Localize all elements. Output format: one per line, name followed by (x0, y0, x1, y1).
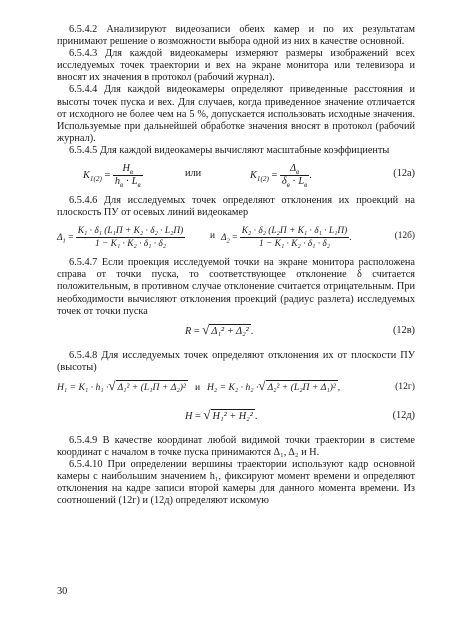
formula-12a-or: или (185, 168, 202, 180)
formula-12a (57, 160, 415, 190)
formula-12a-num2: Δ (289, 163, 296, 175)
formula-12a-den2a: δ (281, 176, 287, 188)
formula-12v-lhs: R (185, 325, 192, 337)
formula-12a-num1-sub: в (129, 168, 134, 177)
paragraph-6-5-4-7: 6.5.4.7 Если проекция исследуемой точки на экране монитора расположена справа от точки пуска, то соответствующее отклонение δ считается положительным, в противном случае отклонение считается отрицательным. При необходимости вычисляют отклонения проекций (радиус разлета) исследуемых точек от точки пуска (57, 257, 415, 317)
paragraph-6-5-4-5: 6.5.4.5 Для каждой видеокамеры вычисляют масштабные коэффициенты (69, 144, 390, 156)
formula-12b-lhs1-sub: 1 (62, 237, 66, 245)
formula-12a-den2b-sub: в (304, 181, 308, 190)
paragraph-6-5-4-8: 6.5.4.8 Для исследуемых точек определяют отклонения их от плоскости ПУ (высоты) (57, 349, 415, 373)
formula-12g-and: и (195, 381, 201, 393)
paragraph-6-5-4-2: 6.5.4.2 Анализируют видеозаписи обеих камер и по их результатам принимают решение о возможности выбора одной из них в качестве основной. (57, 24, 415, 48)
formula-12a-num1: H (122, 163, 130, 175)
formula-12d (57, 406, 415, 430)
formula-12a-den1a: h (114, 176, 121, 188)
formula-12a-lhs1-sub: 1(2) (89, 175, 102, 184)
formula-12d-radicand: H₁² + H₂² (212, 410, 253, 422)
formula-12b (57, 222, 415, 252)
document-page (57, 24, 415, 507)
formula-12b-left: $\Delta_1$ = $\frac{\text{K₁ · δ₁ (L₁П + K₂ · δ₂ · L₂П)}}{\text{1 − K₁ · K₂ · δ₁ · δ₂}}$ (57, 226, 184, 250)
formula-12b-num1: K₁ · δ₁ (L₁П + K₂ · δ₂ · L₂П) (76, 225, 185, 238)
formula-12a-den1b: L (131, 176, 138, 188)
formula-12a-den1b-sub: в (137, 181, 141, 190)
formula-12d-expr: H = √ H₁² + H₂² . (185, 406, 258, 422)
formula-12g-lhs2: H₂ = K₂ · h₂ · (207, 381, 259, 393)
formula-12g-radicand2: Δ₂² + (L₂П + Δ₁)² (267, 381, 336, 393)
formula-12b-lhs2-sub: 2 (226, 237, 230, 245)
formula-12g-radicand1: Δ₁² + (L₁П + Δ₂)² (117, 381, 186, 393)
formula-12g (57, 377, 415, 401)
formula-12a-den2a-sub: в (286, 181, 290, 190)
paragraph-6-5-4-9: 6.5.4.9 В качестве координат любой видимой точки траектории в системе координат с началом в точке пуска принимаются Δ₁, Δ₂ и H. (57, 434, 415, 458)
formula-12b-fraction1 (76, 225, 185, 250)
formula-12b-num2: K₂ · δ₂ (L₂П + K₁ · δ₁ · L₁П) (240, 225, 349, 238)
paragraph-6-5-4-4: 6.5.4.4 Для каждой видеокамеры определяют приведенные расстояния и высоты точек пуска и вех. Для случаев, когда приведенное значение отличается от исходного не более чем на 5 %, допускается использовать исходные значения. Используемые при дальнейшей обработке значения вносят в протокол (рабочий журнал). (57, 84, 415, 144)
formula-12d-lhs: H (185, 410, 193, 422)
formula-12a-fraction2: $\frac{\Delta_в}{\delta_в \cdot L_в}$ (281, 163, 308, 190)
formula-12g-number: (12г) (395, 380, 415, 392)
formula-12a-number: (12а) (393, 168, 415, 180)
formula-12g-left: H₁ = K₁ · h₁ ·√ Δ₁² + (L₁П + Δ₂)² (57, 377, 186, 393)
paragraph-6-5-4-10: 6.5.4.10 При определении вершины траектории используют кадр основной камеры с наибольшим значением h₁, фиксируют момент времени и определяют отклонения на кадре записи второй камеры для данного момента времени. Из соотношений (12г) и (12д) определяют искомую (57, 459, 415, 507)
formula-12b-right: $\Delta_2$ = $\frac{\text{K₂ · δ₂ (L₂П + K₁ · δ₁ · L₁П)}}{\text{1 − K₁ · K₂ · δ₁ · δ₂}}$ . (221, 226, 352, 250)
formula-12a-lhs1: K (83, 169, 90, 181)
formula-12a-den1a-sub: в (120, 181, 124, 190)
formula-12b-and: и (210, 231, 216, 242)
formula-12b-lhs1: Δ (57, 232, 63, 243)
formula-12d-number: (12д) (392, 409, 415, 421)
formula-12v-number: (12в) (392, 324, 415, 336)
formula-12b-den1: 1 − K₁ · K₂ · δ₁ · δ₂ (94, 239, 167, 250)
formula-12v (57, 321, 415, 345)
formula-12a-fraction1: $\frac{H_в}{h_в \cdot L_в}$ (114, 163, 141, 190)
formula-12a-den2b: L (298, 176, 305, 188)
formula-12a-right: $K_{1(2)}$ = $\frac{\Delta_в}{\delta_в \cdot L_в}$ . (250, 163, 312, 190)
formula-12b-fraction2 (240, 225, 349, 250)
formula-12b-den2: 1 − K₁ · K₂ · δ₁ · δ₂ (258, 239, 331, 250)
page-number: 30 (57, 586, 68, 597)
paragraph-6-5-4-3: 6.5.4.3 Для каждой видеокамеры измеряют размеры изображений всех исследуемых точек траектории и вех на экране монитора или телевизора и вносят их значения в протокол (рабочий журнал). (57, 48, 415, 84)
formula-12a-left: $K_{1(2)}$ = $\frac{H_в}{h_в \cdot L_в}$ (83, 163, 141, 190)
formula-12b-number: (12б) (394, 231, 415, 242)
formula-12g-lhs1: H₁ = K₁ · h₁ · (57, 381, 109, 393)
formula-12a-num2-sub: в (296, 168, 300, 177)
formula-12a-lhs2-sub: 1(2) (256, 175, 269, 184)
formula-12b-lhs2: Δ (221, 232, 227, 243)
formula-12v-expr: R = √ Δ₁² + Δ₂² . (185, 321, 254, 337)
formula-12v-radicand: Δ₁² + Δ₂² (211, 325, 249, 337)
formula-12g-right: H₂ = K₂ · h₂ ·√ Δ₂² + (L₂П + Δ₁)² , (207, 377, 341, 393)
paragraph-6-5-4-6: 6.5.4.6 Для исследуемых точек определяют отклонения их проекций на плоскость ПУ от осевых линий видеокамер (57, 195, 415, 219)
formula-12a-lhs2: K (250, 169, 257, 181)
